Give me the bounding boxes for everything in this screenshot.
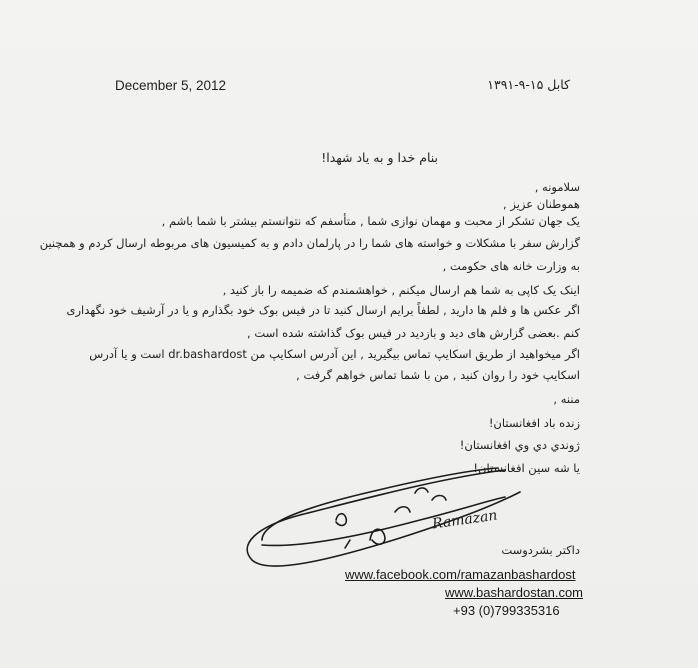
body-line: اگر میخواهید از طریق اسکایپ تماس بیگیرید , این آدرس اسکایپ من dr.bashardost است و یا آدرس: [89, 347, 580, 361]
body-line: اینک یک کاپی به شما هم ارسال میکنم , خواهشمندم که ضمیمه را باز کنید ,: [222, 283, 580, 297]
letter-date-english: December 5, 2012: [115, 78, 227, 93]
signer-name: داکتر بشردوست: [501, 543, 580, 557]
body-line: گزارش سفر با مشکلات و خواسته های شما را در پارلمان دادم و به کمیسیون های مربوطه ارسال کردم و همچنین: [39, 236, 580, 250]
phone-number: +93 (0)799335316: [453, 603, 560, 618]
body-line: کنم .بعضی گزارش های دید و بازدید در فیس بوک گذاشته شده است ,: [247, 326, 580, 340]
body-line: مننه ,: [553, 392, 580, 406]
greeting-line: سلامونه ,: [534, 180, 580, 194]
salutation-line: هموطنان عزیز ,: [503, 197, 580, 211]
body-line: به وزارت خانه های حکومت ,: [442, 259, 580, 273]
slogan-line: یا شه سین افغانستان!: [473, 461, 580, 475]
body-line: یک جهان تشکر از محبت و مهمان نوازی شما , متأسفم که نتوانستم بیشتر با شما باشم ,: [161, 214, 580, 228]
letter-heading: بنام خدا و به یاد شهدا!: [321, 150, 438, 165]
facebook-link[interactable]: www.facebook.com/ramazanbashardost: [345, 567, 576, 582]
body-line: اسکایپ خود را روان کنید , من با شما تماس خواهم گرفت ,: [296, 368, 580, 382]
signature-text: Ramazan: [431, 507, 499, 533]
slogan-line: زنده باد افغانستان!: [488, 416, 580, 430]
slogan-line: ژوندي دي وي افغانستان!: [459, 438, 580, 452]
letter-date-persian: کابل ۱۵-۹-۱۳۹۱: [487, 77, 570, 92]
website-link[interactable]: www.bashardostan.com: [445, 585, 584, 600]
body-line: اگر عکس ها و فلم ها دارید , لطفاً برایم ارسال کنید تا در فیس بوک خود بگذارم و یا در آرشیف خود نگهداری: [66, 303, 580, 317]
